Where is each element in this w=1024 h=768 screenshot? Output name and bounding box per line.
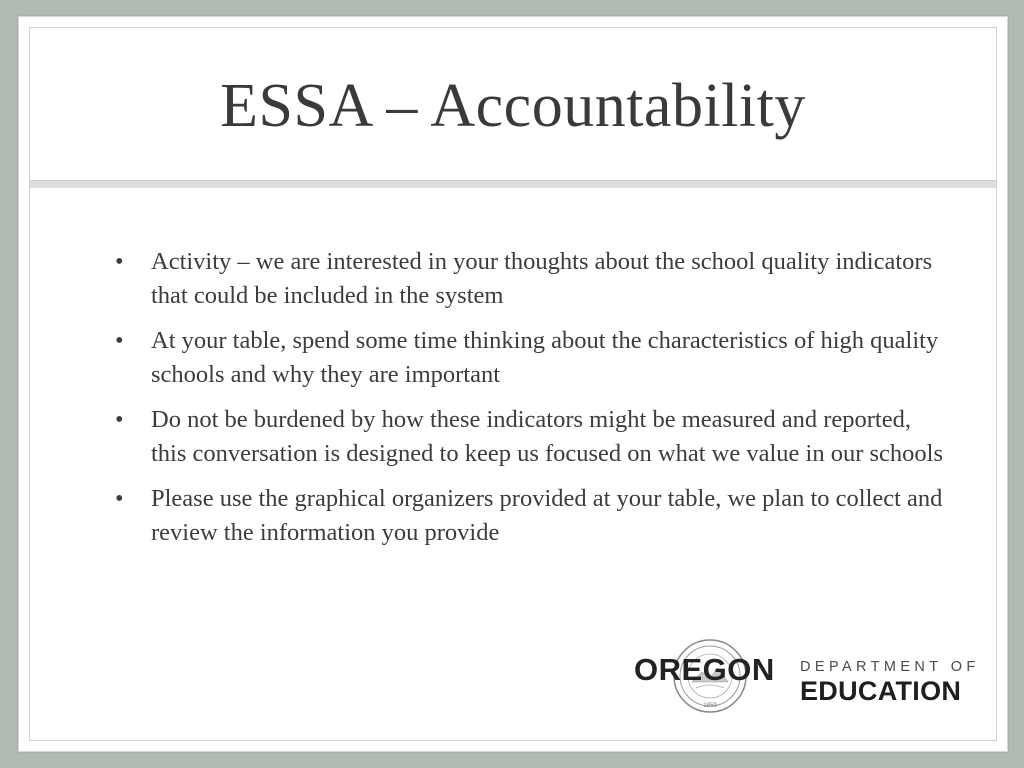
bullet-icon: •	[115, 327, 124, 354]
title-area	[30, 28, 996, 180]
bullet-icon: •	[115, 248, 124, 275]
education-label: EDUCATION	[800, 676, 962, 706]
bullet-text: Please use the graphical organizers provided at your table, we plan to collect and review the information you provide	[151, 485, 943, 546]
bullet-text: Do not be burdened by how these indicators might be measured and reported, this conversation is designed to keep us focused on what we value in our schools	[151, 406, 944, 467]
bullet-item	[113, 482, 943, 550]
department-of-label: DEPARTMENT OF	[800, 659, 980, 675]
bullet-text: Activity – we are interested in your thoughts about the school quality indicators that could be included in the system	[151, 248, 933, 309]
bullet-icon: •	[115, 406, 124, 433]
bullet-list	[113, 245, 943, 561]
svg-text:1859: 1859	[703, 703, 717, 709]
title-divider	[30, 180, 996, 188]
bullet-item	[113, 324, 943, 392]
bullet-item	[113, 403, 943, 471]
bullet-text: At your table, spend some time thinking about the characteristics of high quality schools and why they are important	[151, 327, 939, 388]
oregon-department-of-education-logo	[632, 636, 980, 712]
oregon-wordmark: OREGON	[634, 652, 775, 687]
bullet-item	[113, 245, 943, 313]
bullet-icon: •	[115, 485, 124, 512]
slide-title: ESSA – Accountability	[220, 71, 806, 140]
